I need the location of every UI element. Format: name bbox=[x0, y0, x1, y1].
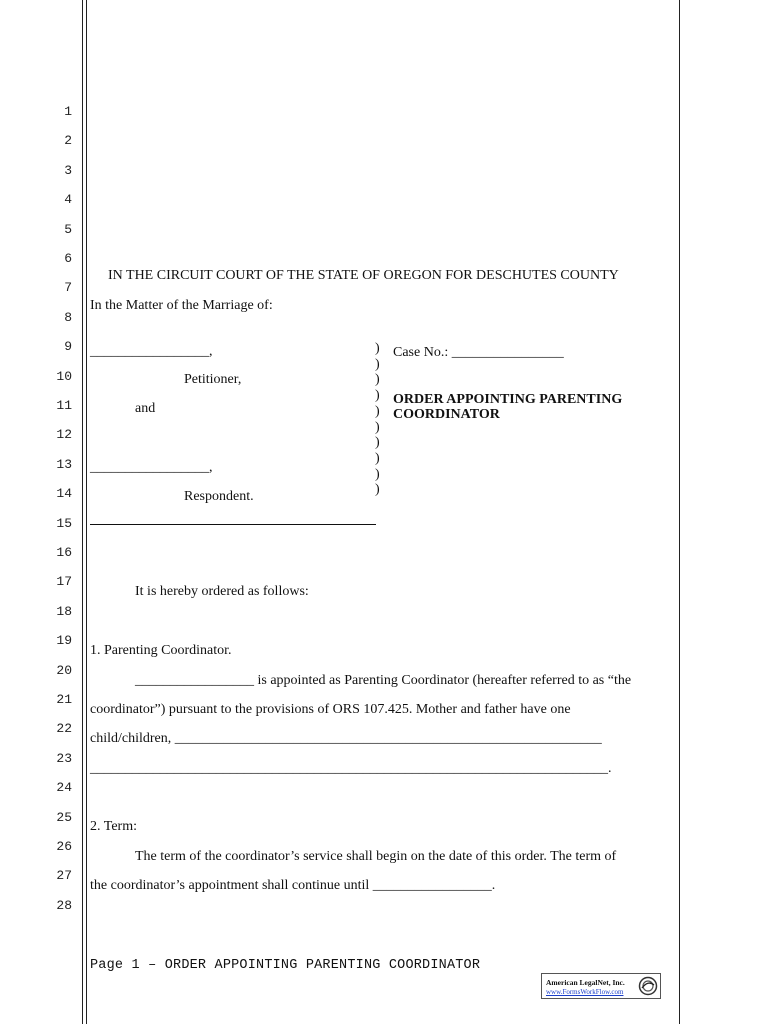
caption-paren: ) bbox=[375, 403, 380, 419]
section1-line1: _________________ is appointed as Parenting Coordinator (hereafter referred to as “the bbox=[135, 673, 632, 688]
caption-paren: ) bbox=[375, 482, 380, 498]
line-number: 24 bbox=[56, 780, 72, 796]
case-number-field[interactable]: Case No.: ________________ bbox=[393, 345, 564, 360]
line-number: 20 bbox=[56, 662, 72, 678]
petitioner-blank[interactable]: _________________, bbox=[90, 344, 213, 359]
line-number: 23 bbox=[56, 750, 72, 766]
caption-paren: ) bbox=[375, 341, 380, 356]
section1-line4: __________________________________________________________________________. bbox=[90, 761, 612, 776]
section1-heading: 1. Parenting Coordinator. bbox=[90, 643, 232, 658]
left-margin-rule-outer bbox=[82, 0, 83, 1024]
footer-page-label: Page 1 – ORDER APPOINTING PARENTING COORDINATOR bbox=[90, 958, 481, 973]
line-number: 8 bbox=[64, 309, 72, 325]
court-heading: IN THE CIRCUIT COURT OF THE STATE OF OREGON FOR DESCHUTES COUNTY bbox=[108, 268, 619, 283]
right-margin-rule bbox=[679, 0, 680, 1024]
line-number: 11 bbox=[56, 398, 72, 413]
caption-paren: ) bbox=[375, 466, 380, 482]
caption-paren: ) bbox=[375, 450, 380, 466]
line-number: 15 bbox=[56, 515, 72, 531]
caption-paren: ) bbox=[375, 372, 380, 388]
line-number: 12 bbox=[56, 427, 72, 443]
line-number: 13 bbox=[56, 456, 72, 472]
line-number: 9 bbox=[64, 339, 72, 355]
section1-line2: coordinator”) pursuant to the provisions of ORS 107.425. Mother and father have one bbox=[90, 702, 571, 717]
section2-line2: the coordinator’s appointment shall continue until _________________. bbox=[90, 878, 496, 893]
caption-paren: ) bbox=[375, 388, 380, 404]
respondent-blank[interactable]: _________________, bbox=[90, 460, 213, 475]
line-number: 27 bbox=[56, 868, 72, 884]
petitioner-label: Petitioner, bbox=[184, 372, 242, 387]
line-number: 22 bbox=[56, 721, 72, 737]
respondent-label: Respondent. bbox=[184, 489, 254, 504]
line-number: 1 bbox=[64, 104, 72, 119]
line-number: 17 bbox=[56, 574, 72, 590]
publisher-logo-icon bbox=[638, 976, 658, 996]
line-number: 18 bbox=[56, 603, 72, 619]
section1-line3: child/children, _____________________________________________________________ bbox=[90, 731, 602, 746]
line-number: 21 bbox=[56, 692, 72, 707]
line-number: 5 bbox=[64, 221, 72, 237]
line-number: 3 bbox=[64, 162, 72, 178]
section2-heading: 2. Term: bbox=[90, 819, 137, 834]
line-number: 28 bbox=[56, 897, 72, 913]
caption-bottom-rule bbox=[90, 524, 376, 525]
section2-line1: The term of the coordinator’s service shall begin on the date of this order. The term of bbox=[135, 849, 617, 864]
line-number: 14 bbox=[56, 486, 72, 502]
matter-label: In the Matter of the Marriage of: bbox=[90, 298, 273, 313]
caption-paren: ) bbox=[375, 435, 380, 451]
document-title-line1: ORDER APPOINTING PARENTING bbox=[393, 392, 623, 407]
line-number: 4 bbox=[64, 192, 72, 208]
document-title-line2: COORDINATOR bbox=[393, 407, 500, 422]
left-margin-rule-inner bbox=[86, 0, 87, 1024]
line-number: 19 bbox=[56, 633, 72, 649]
line-number: 10 bbox=[56, 368, 72, 384]
publisher-name: American LegalNet, Inc. bbox=[546, 978, 625, 987]
line-number: 7 bbox=[64, 280, 72, 296]
publisher-badge bbox=[541, 973, 661, 999]
and-label: and bbox=[135, 401, 156, 416]
caption-paren: ) bbox=[375, 419, 380, 435]
line-number: 26 bbox=[56, 839, 72, 854]
caption-paren: ) bbox=[375, 356, 380, 372]
line-number: 6 bbox=[64, 251, 72, 266]
line-number: 2 bbox=[64, 133, 72, 149]
publisher-link[interactable]: www.FormsWorkFlow.com bbox=[546, 988, 624, 996]
line-number: 16 bbox=[56, 545, 72, 560]
order-intro: It is hereby ordered as follows: bbox=[135, 584, 309, 599]
line-number: 25 bbox=[56, 809, 72, 825]
